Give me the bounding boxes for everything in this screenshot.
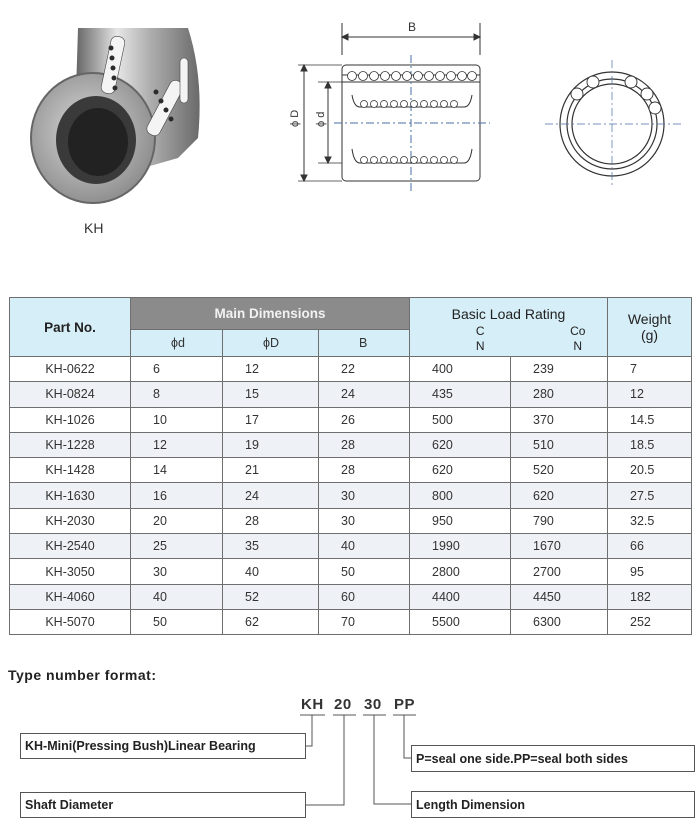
cell-outer-diameter: 28	[223, 508, 319, 533]
cell-part-no: KH-2030	[10, 508, 131, 533]
cell-load-c: 4400	[410, 584, 511, 609]
cell-outer-diameter: 62	[223, 609, 319, 634]
cell-inner-diameter: 16	[131, 483, 223, 508]
cell-load-c: 5500	[410, 609, 511, 634]
header-c-unit: N	[475, 339, 485, 353]
cell-inner-diameter: 40	[131, 584, 223, 609]
code-part-length: 30	[364, 696, 382, 713]
cell-load-co: 239	[511, 357, 608, 382]
cell-weight: 14.5	[608, 407, 692, 432]
type-number-heading: Type number format:	[8, 667, 157, 683]
cell-load-co: 510	[511, 432, 608, 457]
code-part-seal: PP	[394, 696, 416, 713]
cell-outer-diameter: 15	[223, 382, 319, 407]
cell-weight: 27.5	[608, 483, 692, 508]
load-rating-title: Basic Load Rating	[451, 306, 566, 322]
cell-length-b: 22	[319, 357, 410, 382]
cell-length-b: 28	[319, 458, 410, 483]
header-main-dimensions: Main Dimensions	[131, 298, 410, 330]
header-co-unit: N	[573, 339, 583, 353]
cell-outer-diameter: 19	[223, 432, 319, 457]
cell-length-b: 26	[319, 407, 410, 432]
cell-load-co: 280	[511, 382, 608, 407]
dim-outer-diameter-label: ϕ D	[289, 109, 301, 127]
cell-outer-diameter: 24	[223, 483, 319, 508]
cell-weight: 20.5	[608, 458, 692, 483]
cell-length-b: 30	[319, 508, 410, 533]
cell-load-c: 620	[410, 432, 511, 457]
cell-load-co: 520	[511, 458, 608, 483]
cell-part-no: KH-4060	[10, 584, 131, 609]
cell-length-b: 28	[319, 432, 410, 457]
cell-load-c: 1990	[410, 534, 511, 559]
code-part-kh: KH	[301, 696, 324, 713]
cell-outer-diameter: 35	[223, 534, 319, 559]
cell-outer-diameter: 21	[223, 458, 319, 483]
cell-weight: 18.5	[608, 432, 692, 457]
cell-load-c: 950	[410, 508, 511, 533]
desc-length-dimension: Length Dimension	[411, 791, 695, 818]
cell-load-c: 620	[410, 458, 511, 483]
cell-load-co: 1670	[511, 534, 608, 559]
cell-outer-diameter: 40	[223, 559, 319, 584]
cell-inner-diameter: 8	[131, 382, 223, 407]
header-c-label: C	[475, 324, 485, 338]
desc-seal: P=seal one side.PP=seal both sides	[411, 745, 695, 772]
cell-part-no: KH-1026	[10, 407, 131, 432]
cell-load-c: 800	[410, 483, 511, 508]
cell-length-b: 60	[319, 584, 410, 609]
cell-inner-diameter: 12	[131, 432, 223, 457]
cell-weight: 7	[608, 357, 692, 382]
cell-load-co: 4450	[511, 584, 608, 609]
cell-weight: 182	[608, 584, 692, 609]
header-weight-label: Weight	[627, 311, 672, 327]
header-weight-unit: (g)	[640, 327, 659, 343]
dim-b-label: B	[408, 20, 417, 34]
cell-load-c: 400	[410, 357, 511, 382]
cell-load-co: 6300	[511, 609, 608, 634]
cell-weight: 95	[608, 559, 692, 584]
cell-load-c: 435	[410, 382, 511, 407]
cell-part-no: KH-3050	[10, 559, 131, 584]
cell-part-no: KH-0622	[10, 357, 131, 382]
cell-weight: 12	[608, 382, 692, 407]
cell-weight: 66	[608, 534, 692, 559]
cell-load-c: 2800	[410, 559, 511, 584]
cell-inner-diameter: 25	[131, 534, 223, 559]
header-inner-diameter: ϕd	[131, 330, 223, 357]
cell-inner-diameter: 14	[131, 458, 223, 483]
cell-inner-diameter: 10	[131, 407, 223, 432]
cell-length-b: 50	[319, 559, 410, 584]
header-co-label: Co	[570, 324, 586, 338]
cell-part-no: KH-1428	[10, 458, 131, 483]
header-part-no: Part No.	[10, 298, 131, 357]
cell-inner-diameter: 50	[131, 609, 223, 634]
cell-outer-diameter: 12	[223, 357, 319, 382]
photo-label: KH	[84, 220, 104, 236]
cell-part-no: KH-2540	[10, 534, 131, 559]
cell-load-co: 790	[511, 508, 608, 533]
desc-shaft-diameter: Shaft Diameter	[20, 792, 306, 818]
cell-outer-diameter: 52	[223, 584, 319, 609]
cell-part-no: KH-1228	[10, 432, 131, 457]
cell-length-b: 24	[319, 382, 410, 407]
cell-outer-diameter: 17	[223, 407, 319, 432]
cell-length-b: 30	[319, 483, 410, 508]
cell-part-no: KH-0824	[10, 382, 131, 407]
cell-length-b: 40	[319, 534, 410, 559]
cell-part-no: KH-1630	[10, 483, 131, 508]
header-length-b: B	[319, 330, 410, 357]
cell-inner-diameter: 20	[131, 508, 223, 533]
header-outer-diameter: ϕD	[223, 330, 319, 357]
cell-load-co: 370	[511, 407, 608, 432]
code-part-shaft: 20	[334, 696, 352, 713]
cell-load-co: 2700	[511, 559, 608, 584]
dim-inner-diameter-label: ϕ d	[315, 111, 327, 127]
cell-inner-diameter: 30	[131, 559, 223, 584]
cell-inner-diameter: 6	[131, 357, 223, 382]
cell-weight: 252	[608, 609, 692, 634]
cell-length-b: 70	[319, 609, 410, 634]
cell-part-no: KH-5070	[10, 609, 131, 634]
cell-weight: 32.5	[608, 508, 692, 533]
cell-load-co: 620	[511, 483, 608, 508]
cell-load-c: 500	[410, 407, 511, 432]
desc-kh-bearing: KH-Mini(Pressing Bush)Linear Bearing	[20, 733, 306, 759]
